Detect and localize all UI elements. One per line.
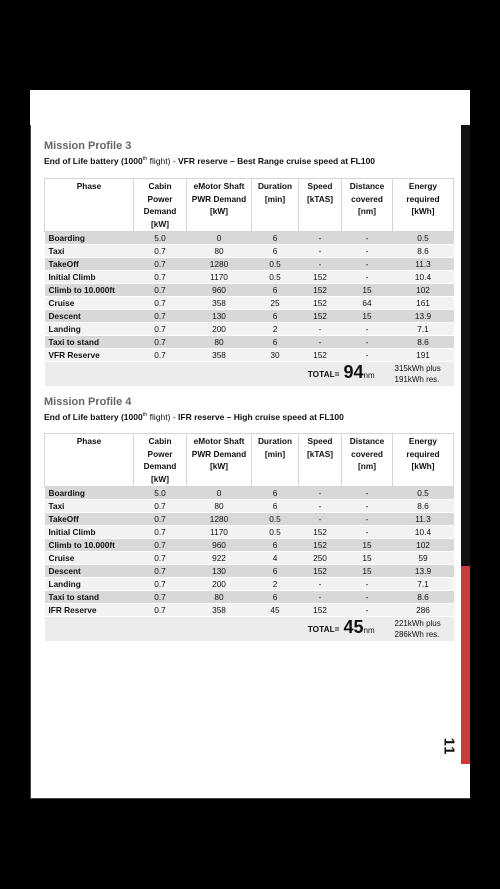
phase-cell: Taxi — [45, 500, 134, 513]
value-cell: 960 — [187, 539, 252, 552]
value-cell: 8.6 — [393, 245, 454, 258]
value-cell: 152 — [299, 284, 342, 297]
profile4-energy-line2: 286kWh res. — [394, 630, 440, 640]
value-cell: 152 — [299, 310, 342, 323]
profile4-body — [45, 487, 454, 617]
value-cell: 80 — [187, 245, 252, 258]
value-cell: 0.5 — [252, 513, 299, 526]
value-cell: 358 — [187, 604, 252, 617]
profile3-total-unit: nm — [363, 371, 375, 381]
value-cell: - — [342, 245, 393, 258]
value-cell: 0.7 — [134, 310, 187, 323]
value-cell: 6 — [252, 245, 299, 258]
value-cell: - — [342, 258, 393, 271]
table-row — [45, 310, 454, 323]
value-cell: 2 — [252, 323, 299, 336]
profile4-title: Mission Profile 4 — [44, 396, 132, 408]
value-cell: 152 — [299, 526, 342, 539]
value-cell: 13.9 — [393, 565, 454, 578]
value-cell: 286 — [393, 604, 454, 617]
value-cell: 80 — [187, 336, 252, 349]
phase-cell: Climb to 10.000ft — [45, 539, 134, 552]
table-row — [45, 297, 454, 310]
profile3-energy-note — [393, 362, 454, 387]
value-cell: 0.7 — [134, 336, 187, 349]
value-cell: 15 — [342, 284, 393, 297]
value-cell: 15 — [342, 552, 393, 565]
profile4-subtitle — [44, 412, 344, 422]
table-row — [45, 500, 454, 513]
profile3-table — [44, 178, 454, 387]
profile4-subtitle-b: flight) - — [147, 412, 179, 422]
header-duration: Duration [min] — [252, 434, 299, 487]
value-cell: - — [299, 258, 342, 271]
value-cell: 6 — [252, 565, 299, 578]
value-cell: 8.6 — [393, 500, 454, 513]
value-cell: 64 — [342, 297, 393, 310]
header-distance: Distance covered [nm] — [342, 434, 393, 487]
header-speed: Speed [kTAS] — [299, 179, 342, 232]
phase-cell: Cruise — [45, 297, 134, 310]
phase-cell: Landing — [45, 323, 134, 336]
table-row — [45, 232, 454, 245]
value-cell: 0.7 — [134, 271, 187, 284]
header-duration: Duration [min] — [252, 179, 299, 232]
value-cell: - — [342, 591, 393, 604]
profile4-table — [44, 433, 454, 642]
value-cell: 6 — [252, 500, 299, 513]
table-row — [45, 245, 454, 258]
profile3-total-label — [45, 362, 342, 387]
value-cell: 250 — [299, 552, 342, 565]
profile3-heading — [44, 140, 375, 166]
value-cell: 152 — [299, 539, 342, 552]
value-cell: 0.7 — [134, 591, 187, 604]
value-cell: - — [299, 591, 342, 604]
value-cell: 0.7 — [134, 323, 187, 336]
table-row — [45, 349, 454, 362]
value-cell: 0.5 — [252, 526, 299, 539]
table-row — [45, 578, 454, 591]
profile3-subtitle-b: flight) - — [147, 156, 179, 166]
value-cell: 0.7 — [134, 552, 187, 565]
value-cell: 10.4 — [393, 526, 454, 539]
value-cell: 1280 — [187, 258, 252, 271]
profile3-header-row — [45, 179, 454, 232]
table-row — [45, 487, 454, 500]
value-cell: 0 — [187, 232, 252, 245]
phase-cell: Initial Climb — [45, 271, 134, 284]
value-cell: 130 — [187, 565, 252, 578]
phase-cell: TakeOff — [45, 513, 134, 526]
profile4-total-label-text: TOTAL= — [307, 624, 340, 635]
table-row — [45, 271, 454, 284]
value-cell: - — [342, 232, 393, 245]
value-cell: 152 — [299, 604, 342, 617]
phase-cell: IFR Reserve — [45, 604, 134, 617]
table-row — [45, 526, 454, 539]
phase-cell: VFR Reserve — [45, 349, 134, 362]
table-row — [45, 539, 454, 552]
profile3-subtitle-sup: th — [142, 156, 148, 163]
header-emotor: eMotor Shaft PWR Demand [kW] — [187, 179, 252, 232]
value-cell: - — [342, 526, 393, 539]
value-cell: 8.6 — [393, 591, 454, 604]
value-cell: - — [299, 336, 342, 349]
profile3-energy-line1: 315kWh plus — [394, 364, 441, 374]
profile4-subtitle-sup: th — [142, 412, 148, 419]
value-cell: 0 — [187, 487, 252, 500]
phase-cell: Boarding — [45, 232, 134, 245]
value-cell: 10.4 — [393, 271, 454, 284]
value-cell: 152 — [299, 271, 342, 284]
value-cell: 130 — [187, 310, 252, 323]
value-cell: 191 — [393, 349, 454, 362]
header-energy: Energy required [kWh] — [393, 434, 454, 487]
value-cell: - — [299, 578, 342, 591]
value-cell: - — [299, 487, 342, 500]
value-cell: - — [299, 513, 342, 526]
value-cell: - — [342, 336, 393, 349]
value-cell: 0.7 — [134, 578, 187, 591]
value-cell: 358 — [187, 349, 252, 362]
value-cell: 1170 — [187, 526, 252, 539]
header-emotor: eMotor Shaft PWR Demand [kW] — [187, 434, 252, 487]
value-cell: 6 — [252, 539, 299, 552]
phase-cell: Taxi to stand — [45, 591, 134, 604]
profile4-subtitle-a: End of Life battery (1000 — [44, 412, 143, 422]
value-cell: - — [342, 323, 393, 336]
phase-cell: TakeOff — [45, 258, 134, 271]
value-cell: 0.5 — [393, 487, 454, 500]
phase-cell: Descent — [45, 310, 134, 323]
value-cell: - — [342, 349, 393, 362]
phase-cell: Taxi — [45, 245, 134, 258]
value-cell: 6 — [252, 284, 299, 297]
document-page — [30, 90, 470, 798]
profile3-energy-line2: 191kWh res. — [394, 375, 440, 385]
value-cell: 6 — [252, 310, 299, 323]
value-cell: 161 — [393, 297, 454, 310]
phase-cell: Descent — [45, 565, 134, 578]
value-cell: - — [342, 487, 393, 500]
value-cell: 8.6 — [393, 336, 454, 349]
value-cell: 0.7 — [134, 297, 187, 310]
value-cell: 0.7 — [134, 526, 187, 539]
value-cell: 5.0 — [134, 232, 187, 245]
value-cell: 6 — [252, 591, 299, 604]
phase-cell: Boarding — [45, 487, 134, 500]
value-cell: 922 — [187, 552, 252, 565]
value-cell: 1280 — [187, 513, 252, 526]
profile3-total-value: 94 — [343, 362, 364, 383]
value-cell: - — [299, 245, 342, 258]
profile3-body — [45, 232, 454, 362]
value-cell: - — [299, 232, 342, 245]
profile4-header-row — [45, 434, 454, 487]
value-cell: 102 — [393, 284, 454, 297]
profile4-total-label — [45, 617, 342, 642]
phase-cell: Initial Climb — [45, 526, 134, 539]
table-row — [45, 323, 454, 336]
value-cell: 7.1 — [393, 578, 454, 591]
value-cell: 0.7 — [134, 565, 187, 578]
profile4-energy-line1: 221kWh plus — [394, 619, 441, 629]
phase-cell: Cruise — [45, 552, 134, 565]
value-cell: 152 — [299, 565, 342, 578]
profile3-subtitle — [44, 156, 375, 166]
table-row — [45, 258, 454, 271]
side-bar-red — [461, 566, 470, 764]
profile3-total-cell — [342, 362, 393, 387]
value-cell: 152 — [299, 297, 342, 310]
value-cell: 15 — [342, 539, 393, 552]
value-cell: 1170 — [187, 271, 252, 284]
value-cell: 0.5 — [393, 232, 454, 245]
table-row — [45, 513, 454, 526]
value-cell: 200 — [187, 323, 252, 336]
phase-cell: Landing — [45, 578, 134, 591]
value-cell: 0.7 — [134, 284, 187, 297]
phase-cell: Climb to 10.000ft — [45, 284, 134, 297]
profile3-subtitle-c: VFR reserve – Best Range cruise speed at FL100 — [178, 156, 376, 166]
value-cell: 59 — [393, 552, 454, 565]
phase-cell: Taxi to stand — [45, 336, 134, 349]
value-cell: 6 — [252, 487, 299, 500]
value-cell: 4 — [252, 552, 299, 565]
profile4-total-cell — [342, 617, 393, 642]
value-cell: 200 — [187, 578, 252, 591]
value-cell: 7.1 — [393, 323, 454, 336]
value-cell: 0.7 — [134, 245, 187, 258]
value-cell: 102 — [393, 539, 454, 552]
value-cell: 80 — [187, 591, 252, 604]
value-cell: - — [342, 271, 393, 284]
table-row — [45, 604, 454, 617]
value-cell: 0.7 — [134, 539, 187, 552]
header-cabin: Cabin Power Demand [kW] — [134, 434, 187, 487]
value-cell: - — [342, 513, 393, 526]
table-row — [45, 565, 454, 578]
profile3-total-row — [45, 362, 454, 387]
page-number: 11 — [440, 737, 458, 756]
value-cell: 5.0 — [134, 487, 187, 500]
value-cell: 13.9 — [393, 310, 454, 323]
profile4-energy-note — [393, 617, 454, 642]
value-cell: 0.7 — [134, 258, 187, 271]
value-cell: - — [342, 604, 393, 617]
profile4-total-value: 45 — [343, 617, 364, 638]
value-cell: 25 — [252, 297, 299, 310]
header-cabin: Cabin Power Demand [kW] — [134, 179, 187, 232]
table-row — [45, 336, 454, 349]
value-cell: - — [299, 500, 342, 513]
value-cell: 152 — [299, 349, 342, 362]
value-cell: 6 — [252, 232, 299, 245]
profile4-subtitle-c: IFR reserve – High cruise speed at FL100 — [178, 412, 344, 422]
value-cell: 80 — [187, 500, 252, 513]
table-row — [45, 284, 454, 297]
value-cell: 358 — [187, 297, 252, 310]
value-cell: - — [299, 323, 342, 336]
value-cell: 2 — [252, 578, 299, 591]
header-speed: Speed [kTAS] — [299, 434, 342, 487]
profile3-total-label-text: TOTAL= — [307, 369, 340, 380]
profile4-heading — [44, 396, 344, 422]
value-cell: 0.7 — [134, 500, 187, 513]
value-cell: 45 — [252, 604, 299, 617]
value-cell: 11.3 — [393, 258, 454, 271]
value-cell: 0.7 — [134, 349, 187, 362]
value-cell: - — [342, 500, 393, 513]
table-row — [45, 591, 454, 604]
value-cell: 0.5 — [252, 258, 299, 271]
value-cell: 11.3 — [393, 513, 454, 526]
header-energy: Energy required [kWh] — [393, 179, 454, 232]
header-distance: Distance covered [nm] — [342, 179, 393, 232]
profile3-subtitle-a: End of Life battery (1000 — [44, 156, 143, 166]
value-cell: 15 — [342, 565, 393, 578]
profile4-total-unit: nm — [363, 626, 375, 636]
profile4-total-row — [45, 617, 454, 642]
value-cell: 960 — [187, 284, 252, 297]
profile3-title: Mission Profile 3 — [44, 140, 132, 152]
header-phase: Phase — [45, 434, 134, 487]
value-cell: 0.7 — [134, 513, 187, 526]
value-cell: 15 — [342, 310, 393, 323]
value-cell: 30 — [252, 349, 299, 362]
value-cell: - — [342, 578, 393, 591]
value-cell: 6 — [252, 336, 299, 349]
value-cell: 0.7 — [134, 604, 187, 617]
header-phase: Phase — [45, 179, 134, 232]
table-row — [45, 552, 454, 565]
value-cell: 0.5 — [252, 271, 299, 284]
